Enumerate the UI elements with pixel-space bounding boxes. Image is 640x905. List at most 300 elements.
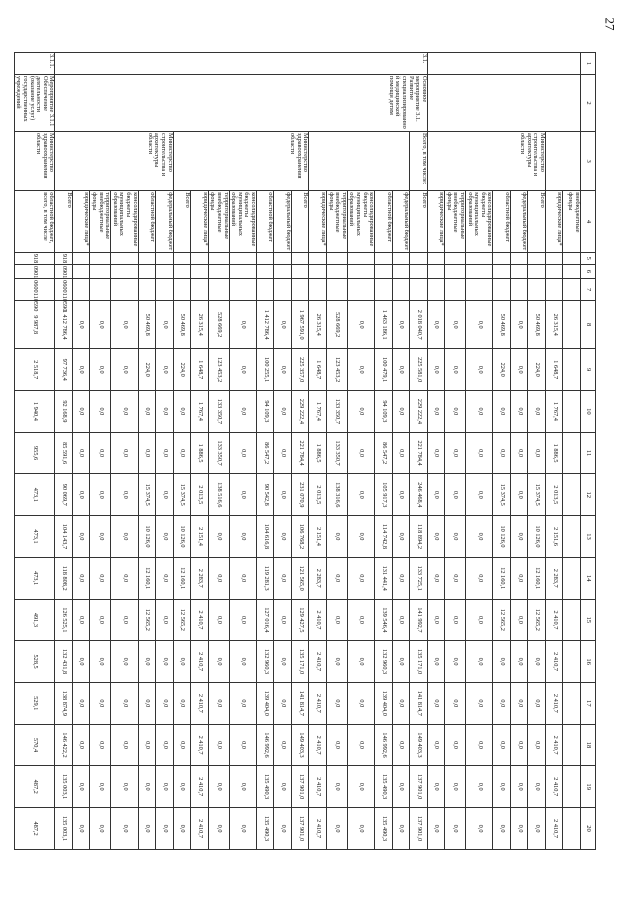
value-cell-c18: 146 992,6 (256, 724, 274, 766)
value-cell-c13: 2 151,6 (546, 516, 564, 558)
value-cell-c7 (427, 279, 445, 301)
value-cell-c14: 0,0 (466, 557, 493, 599)
header-cell: 20 (581, 808, 596, 850)
value-cell-c7 (347, 279, 374, 301)
value-cell-c6 (208, 264, 229, 278)
funding-source-cell: областной бюджет (375, 191, 393, 252)
value-cell-c11: 86 547,2 (375, 432, 393, 474)
value-cell-c16: 0,0 (493, 641, 511, 683)
value-cell-c15: 12 565,2 (528, 599, 546, 641)
value-cell-c20: 0,0 (445, 808, 466, 850)
value-cell-c18: 146 422,2 (55, 724, 73, 766)
table-row (528, 53, 546, 850)
value-cell-c6 (427, 264, 445, 278)
value-cell-c18: 0,0 (208, 724, 229, 766)
value-cell-c10: 0,0 (72, 391, 90, 433)
value-cell-c20: 135 490,3 (375, 808, 393, 850)
value-cell-c6 (493, 264, 511, 278)
value-cell-c11: 0,0 (427, 432, 445, 474)
value-cell-c7 (326, 279, 347, 301)
value-cell-c20: 487,2 (14, 808, 55, 850)
value-cell-c6 (173, 264, 191, 278)
executor-cell: Министерство строительства и архитектуры области (55, 132, 173, 191)
value-cell-c5 (208, 252, 229, 264)
executor-cell: Министерство здравоохранения области (14, 132, 55, 191)
funding-source-cell: областной бюджет, всего, в том числе (14, 191, 55, 252)
value-cell-c19: 0,0 (528, 766, 546, 808)
value-cell-c17: 2 410,7 (546, 682, 564, 724)
value-cell-c10: 94 109,3 (375, 391, 393, 433)
value-cell-c19: 0,0 (466, 766, 493, 808)
header-cell: 11 (581, 432, 596, 474)
value-cell-c14: 133 725,1 (410, 557, 428, 599)
value-cell-c11: 0,0 (72, 432, 90, 474)
value-cell-c12: 105 917,3 (375, 474, 393, 516)
value-cell-c16: 2 410,7 (191, 641, 209, 683)
value-cell-c5 (493, 252, 511, 264)
executor-cell (309, 132, 410, 191)
value-cell-c7 (111, 279, 138, 301)
value-cell-c9: 1 648,7 (309, 349, 327, 391)
funding-source-cell: территориальные внебюджетные фонды (90, 191, 111, 252)
value-cell-c5 (375, 252, 393, 264)
value-cell-c6 (309, 264, 327, 278)
value-cell-c14: 121 565,0 (291, 557, 309, 599)
value-cell-c7 (138, 279, 156, 301)
value-cell-c11: 0,0 (138, 432, 156, 474)
value-cell-c13: 0,0 (111, 516, 138, 558)
value-cell-c8: 0,0 (511, 301, 529, 349)
value-cell-c20: 0,0 (111, 808, 138, 850)
value-cell-c17: 139 404,0 (375, 682, 393, 724)
value-cell-c12: 15 374,5 (138, 474, 156, 516)
value-cell-c10 (563, 391, 581, 433)
value-cell-c18: 0,0 (466, 724, 493, 766)
value-cell-c13: 118 894,2 (410, 516, 428, 558)
header-cell: 19 (581, 766, 596, 808)
funding-source-cell: юридические лица* (72, 191, 90, 252)
value-cell-c12: 0,0 (90, 474, 111, 516)
executor-cell: Министерство строительства и архитектуры области (427, 132, 545, 191)
value-cell-c20: 2 410,7 (191, 808, 209, 850)
column-number-row (581, 53, 596, 850)
value-cell-c20: 0,0 (173, 808, 191, 850)
value-cell-c17: 141 814,7 (291, 682, 309, 724)
value-cell-c14: 119 281,3 (256, 557, 274, 599)
value-cell-c15 (563, 599, 581, 641)
value-cell-c19: 0,0 (156, 766, 174, 808)
value-cell-c14: 0,0 (90, 557, 111, 599)
value-cell-c20: 0,0 (493, 808, 511, 850)
value-cell-c11: 0,0 (90, 432, 111, 474)
value-cell-c16 (563, 641, 581, 683)
value-cell-c11: 0,0 (173, 432, 191, 474)
value-cell-c13: 10 126,0 (528, 516, 546, 558)
value-cell-c7 (256, 279, 274, 301)
value-cell-c9: 0,0 (111, 349, 138, 391)
value-cell-c5: 918 (14, 252, 55, 264)
funding-source-cell: Всего (55, 191, 73, 252)
value-cell-c19: 0,0 (347, 766, 374, 808)
value-cell-c9: 100 479,1 (375, 349, 393, 391)
value-cell-c8: 0,0 (111, 301, 138, 349)
header-cell: 5 (581, 252, 596, 264)
value-cell-c12 (563, 474, 581, 516)
budget-table (14, 52, 596, 850)
value-cell-c14: 0,0 (208, 557, 229, 599)
value-cell-c17: 0,0 (90, 682, 111, 724)
value-cell-c5 (229, 252, 256, 264)
value-cell-c9: 0,0 (90, 349, 111, 391)
value-cell-c14: 0,0 (392, 557, 410, 599)
value-cell-c11 (563, 432, 581, 474)
value-cell-c17: 139 404,0 (256, 682, 274, 724)
value-cell-c10: 229 222,4 (291, 391, 309, 433)
value-cell-c18: 149 403,3 (410, 724, 428, 766)
value-cell-c20: 0,0 (511, 808, 529, 850)
value-cell-c9: 123 453,2 (326, 349, 347, 391)
value-cell-c20: 0,0 (138, 808, 156, 850)
executor-cell: Министерство здравоохранения области (173, 132, 309, 191)
header-cell: 16 (581, 641, 596, 683)
value-cell-c6 (466, 264, 493, 278)
value-cell-c9: 123 453,2 (208, 349, 229, 391)
value-cell-c16: 0,0 (511, 641, 529, 683)
value-cell-c16: 0,0 (138, 641, 156, 683)
funding-source-cell: консолидированные бюджеты муниципальных образований (229, 191, 256, 252)
value-cell-c7 (291, 279, 309, 301)
value-cell-c18: 0,0 (274, 724, 292, 766)
value-cell-c5 (427, 252, 445, 264)
value-cell-c17: 0,0 (326, 682, 347, 724)
value-cell-c6 (375, 264, 393, 278)
value-cell-c14: 473,1 (14, 557, 55, 599)
value-cell-c5 (72, 252, 90, 264)
value-cell-c15: 0,0 (326, 599, 347, 641)
header-cell: 13 (581, 516, 596, 558)
value-cell-c7 (375, 279, 393, 301)
value-cell-c20: 0,0 (326, 808, 347, 850)
value-cell-c9: 0,0 (511, 349, 529, 391)
value-cell-c12: 90 069,7 (55, 474, 73, 516)
value-cell-c6: 0901 (55, 264, 73, 278)
value-cell-c18: 0,0 (326, 724, 347, 766)
value-cell-c17: 138 874,9 (55, 682, 73, 724)
value-cell-c11: 1 886,5 (309, 432, 327, 474)
value-cell-c16: 0,0 (274, 641, 292, 683)
value-cell-c10: 0,0 (138, 391, 156, 433)
value-cell-c6 (546, 264, 564, 278)
value-cell-c12: 0,0 (111, 474, 138, 516)
value-cell-c5 (466, 252, 493, 264)
value-cell-c7 (528, 279, 546, 301)
value-cell-c8: 1 967 591,0 (291, 301, 309, 349)
value-cell-c15: 0,0 (90, 599, 111, 641)
value-cell-c7 (72, 279, 90, 301)
value-cell-c8: 0,0 (156, 301, 174, 349)
header-cell: 17 (581, 682, 596, 724)
value-cell-c10: 133 350,7 (326, 391, 347, 433)
value-cell-c9: 224,0 (493, 349, 511, 391)
value-cell-c9: 0,0 (466, 349, 493, 391)
value-cell-c13: 0,0 (511, 516, 529, 558)
table-row (563, 53, 581, 850)
value-cell-c8: 2 018 040,7 (410, 301, 428, 349)
value-cell-c9: 1 648,7 (546, 349, 564, 391)
value-cell-c6 (392, 264, 410, 278)
value-cell-c16: 0,0 (208, 641, 229, 683)
value-cell-c12: 15 374,5 (173, 474, 191, 516)
header-cell: 12 (581, 474, 596, 516)
value-cell-c12: 90 542,8 (256, 474, 274, 516)
value-cell-c16: 132 960,3 (375, 641, 393, 683)
value-cell-c5 (347, 252, 374, 264)
value-cell-c8: 0,0 (392, 301, 410, 349)
value-cell-c10: 0,0 (111, 391, 138, 433)
value-cell-c8: 0,0 (347, 301, 374, 349)
value-cell-c13: 114 742,8 (375, 516, 393, 558)
value-cell-c12: 0,0 (229, 474, 256, 516)
value-cell-c9: 2 518,7 (14, 349, 55, 391)
task-cell: Мероприятие 3.1.1 Обеспечение деятельности (оказание услуг) государственных учреждений (14, 74, 55, 131)
value-cell-c6 (563, 264, 581, 278)
value-cell-c8: 50 469,8 (138, 301, 156, 349)
value-cell-c11: 133 350,7 (326, 432, 347, 474)
value-cell-c9: 0,0 (427, 349, 445, 391)
value-cell-c5 (173, 252, 191, 264)
funding-source-cell: территориальные внебюджетные фонды (445, 191, 466, 252)
value-cell-c17: 0,0 (493, 682, 511, 724)
value-cell-c15: 491,3 (14, 599, 55, 641)
value-cell-c6 (274, 264, 292, 278)
value-cell-c7 (173, 279, 191, 301)
value-cell-c5 (392, 252, 410, 264)
value-cell-c15: 0,0 (392, 599, 410, 641)
funding-source-cell: консолидированные бюджеты муниципальных образований (111, 191, 138, 252)
value-cell-c12: 2 013,5 (546, 474, 564, 516)
value-cell-c8: 50 469,8 (493, 301, 511, 349)
value-cell-c5 (138, 252, 156, 264)
funding-source-cell: областной бюджет (138, 191, 156, 252)
value-cell-c19: 0,0 (493, 766, 511, 808)
value-cell-c7 (191, 279, 209, 301)
value-cell-c6 (191, 264, 209, 278)
value-cell-c16: 0,0 (90, 641, 111, 683)
value-cell-c16: 135 171,0 (291, 641, 309, 683)
value-cell-c18: 0,0 (392, 724, 410, 766)
value-cell-c15: 12 565,2 (493, 599, 511, 641)
value-cell-c7: 0600110590 (55, 279, 73, 301)
funding-source-cell: юридические лица* (191, 191, 209, 252)
value-cell-c18: 0,0 (138, 724, 156, 766)
value-cell-c9: 97 736,4 (55, 349, 73, 391)
value-cell-c8: 1 412 786,4 (55, 301, 73, 349)
value-cell-c12: 2 013,5 (309, 474, 327, 516)
value-cell-c11: 955,6 (14, 432, 55, 474)
value-cell-c17: 0,0 (392, 682, 410, 724)
value-cell-c11: 86 547,2 (256, 432, 274, 474)
value-cell-c20: 0,0 (90, 808, 111, 850)
value-cell-c15: 0,0 (445, 599, 466, 641)
value-cell-c7 (563, 279, 581, 301)
value-cell-c19: 0,0 (427, 766, 445, 808)
value-cell-c19: 2 410,7 (309, 766, 327, 808)
value-cell-c7 (309, 279, 327, 301)
value-cell-c18: 0,0 (90, 724, 111, 766)
value-cell-c14: 0,0 (347, 557, 374, 599)
value-cell-c7 (466, 279, 493, 301)
value-cell-c13: 2 151,4 (191, 516, 209, 558)
header-cell: 10 (581, 391, 596, 433)
value-cell-c20: 135 490,3 (256, 808, 274, 850)
value-cell-c5 (111, 252, 138, 264)
value-cell-c20: 2 410,7 (309, 808, 327, 850)
value-cell-c17 (563, 682, 581, 724)
value-cell-c15: 0,0 (208, 599, 229, 641)
value-cell-c17: 0,0 (445, 682, 466, 724)
value-cell-c7: 0600110590 (14, 279, 55, 301)
value-cell-c11: 0,0 (392, 432, 410, 474)
funding-source-cell: юридические лица* (546, 191, 564, 252)
funding-source-cell: Всего (410, 191, 428, 252)
value-cell-c17: 0,0 (111, 682, 138, 724)
value-cell-c19: 0,0 (173, 766, 191, 808)
value-cell-c17: 141 814,7 (410, 682, 428, 724)
value-cell-c16: 0,0 (72, 641, 90, 683)
rotated-table-wrapper (15, 52, 596, 850)
value-cell-c10: 0,0 (493, 391, 511, 433)
value-cell-c11: 0,0 (528, 432, 546, 474)
value-cell-c11: 0,0 (229, 432, 256, 474)
value-cell-c18: 2 410,7 (191, 724, 209, 766)
value-cell-c16: 0,0 (427, 641, 445, 683)
value-cell-c14: 0,0 (326, 557, 347, 599)
value-cell-c15: 129 427,5 (291, 599, 309, 641)
value-cell-c15: 0,0 (466, 599, 493, 641)
value-cell-c6 (111, 264, 138, 278)
value-cell-c9: 0,0 (72, 349, 90, 391)
value-cell-c20: 0,0 (156, 808, 174, 850)
value-cell-c17: 0,0 (72, 682, 90, 724)
header-cell: 15 (581, 599, 596, 641)
value-cell-c14: 12 160,1 (173, 557, 191, 599)
value-cell-c19: 0,0 (326, 766, 347, 808)
value-cell-c16: 0,0 (347, 641, 374, 683)
value-cell-c15: 0,0 (156, 599, 174, 641)
value-cell-c13: 10 126,0 (138, 516, 156, 558)
value-cell-c10: 229 222,4 (410, 391, 428, 433)
value-cell-c20: 0,0 (466, 808, 493, 850)
value-cell-c8: 50 469,8 (528, 301, 546, 349)
value-cell-c6 (229, 264, 256, 278)
value-cell-c14: 12 160,1 (528, 557, 546, 599)
value-cell-c9: 224,0 (528, 349, 546, 391)
value-cell-c12: 0,0 (392, 474, 410, 516)
value-cell-c19: 135 003,1 (55, 766, 73, 808)
funding-source-cell: консолидированные бюджеты муниципальных образований (466, 191, 493, 252)
value-cell-c10: 0,0 (466, 391, 493, 433)
value-cell-c18: 0,0 (111, 724, 138, 766)
value-cell-c19: 0,0 (208, 766, 229, 808)
value-cell-c10: 0,0 (173, 391, 191, 433)
value-cell-c20: 0,0 (229, 808, 256, 850)
header-cell: 8 (581, 301, 596, 349)
value-cell-c7 (511, 279, 529, 301)
value-cell-c8: 0,0 (466, 301, 493, 349)
value-cell-c13: 10 126,0 (493, 516, 511, 558)
value-cell-c20: 0,0 (427, 808, 445, 850)
value-cell-c14: 2 283,7 (191, 557, 209, 599)
value-cell-c9: 0,0 (347, 349, 374, 391)
value-cell-c17: 2 410,7 (191, 682, 209, 724)
value-cell-c19: 0,0 (138, 766, 156, 808)
value-cell-c10: 0,0 (511, 391, 529, 433)
funding-source-cell: областной бюджет (493, 191, 511, 252)
value-cell-c13: 104 616,8 (256, 516, 274, 558)
value-cell-c14: 0,0 (445, 557, 466, 599)
header-cell: 1 (581, 53, 596, 75)
value-cell-c19: 487,2 (14, 766, 55, 808)
value-cell-c15: 139 546,4 (375, 599, 393, 641)
value-cell-c16: 135 171,0 (410, 641, 428, 683)
value-cell-c18: 0,0 (347, 724, 374, 766)
table-row (291, 53, 309, 850)
table-row (410, 53, 428, 850)
value-cell-c12: 138 316,6 (326, 474, 347, 516)
value-cell-c13: 0,0 (427, 516, 445, 558)
value-cell-c5 (546, 252, 564, 264)
value-cell-c10: 0,0 (274, 391, 292, 433)
value-cell-c19: 0,0 (511, 766, 529, 808)
funding-source-cell: Всего (173, 191, 191, 252)
value-cell-c6 (326, 264, 347, 278)
value-cell-c17: 0,0 (208, 682, 229, 724)
value-cell-c12: 0,0 (466, 474, 493, 516)
value-cell-c15: 126 525,1 (55, 599, 73, 641)
funding-source-cell: консолидированные бюджеты муниципальных образований (347, 191, 374, 252)
value-cell-c19: 137 901,0 (410, 766, 428, 808)
value-cell-c17: 2 410,7 (309, 682, 327, 724)
header-cell: 3 (581, 132, 596, 191)
value-cell-c13: 0,0 (466, 516, 493, 558)
value-cell-c16: 132 431,8 (55, 641, 73, 683)
value-cell-c7 (90, 279, 111, 301)
value-cell-c19: 0,0 (445, 766, 466, 808)
value-cell-c18: 0,0 (156, 724, 174, 766)
value-cell-c15: 0,0 (111, 599, 138, 641)
value-cell-c10: 0,0 (229, 391, 256, 433)
value-cell-c10: 0,0 (90, 391, 111, 433)
value-cell-c19: 135 490,3 (375, 766, 393, 808)
value-cell-c10: 1 767,4 (309, 391, 327, 433)
table-row (14, 53, 55, 850)
value-cell-c16: 0,0 (326, 641, 347, 683)
value-cell-c7 (156, 279, 174, 301)
no-cell: 3.1. (55, 53, 427, 75)
value-cell-c11: 0,0 (347, 432, 374, 474)
value-cell-c8: 1 412 786,4 (256, 301, 274, 349)
value-cell-c13: 0,0 (156, 516, 174, 558)
value-cell-c14: 0,0 (72, 557, 90, 599)
value-cell-c11: 1 886,5 (191, 432, 209, 474)
value-cell-c14: 2 283,7 (546, 557, 564, 599)
value-cell-c8: 50 469,8 (173, 301, 191, 349)
value-cell-c15: 0,0 (427, 599, 445, 641)
value-cell-c6 (256, 264, 274, 278)
header-cell: 18 (581, 724, 596, 766)
value-cell-c12: 138 516,6 (208, 474, 229, 516)
value-cell-c7 (229, 279, 256, 301)
